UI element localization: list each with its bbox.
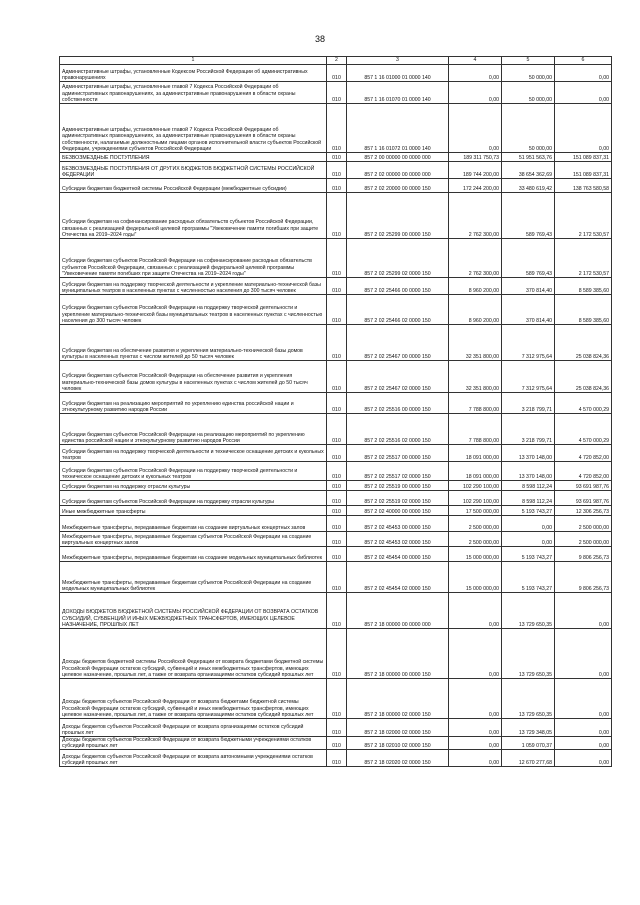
row-value-remaining: 25 038 824,36 <box>555 361 612 393</box>
table-row <box>60 445 612 462</box>
row-value-executed: 50 000,00 <box>502 82 555 104</box>
row-line-code: 010 <box>327 593 347 629</box>
row-value-remaining: 0,00 <box>555 593 612 629</box>
row-name: Доходы бюджетов субъектов Российской Федерации от возврата бюджетными учреждениями остатков субсидий прошлых лет <box>60 737 327 750</box>
row-value-executed: 7 312 975,64 <box>502 361 555 393</box>
table-header-row <box>60 57 612 65</box>
row-value-remaining: 0,00 <box>555 629 612 679</box>
row-value-remaining: 2 500 000,00 <box>555 516 612 532</box>
row-name: Доходы бюджетов субъектов Российской Федерации от возврата организациями остатков субсидий прошлых лет <box>60 719 327 737</box>
row-value-executed: 5 193 743,27 <box>502 547 555 562</box>
row-value-planned: 18 091 000,00 <box>449 462 502 481</box>
row-name: Субсидии бюджетам на обеспечение развития и укрепления материально-технической базы домов культуры в населенных пунктах с числом жителей до 50 тысяч человек <box>60 325 327 361</box>
row-line-code: 010 <box>327 295 347 325</box>
row-line-code: 010 <box>327 562 347 593</box>
row-value-planned: 0,00 <box>449 679 502 719</box>
row-budget-code: 857 2 02 25466 00 0000 150 <box>347 278 449 295</box>
table-row <box>60 719 612 737</box>
row-value-executed: 13 729 348,05 <box>502 719 555 737</box>
row-value-remaining: 9 806 256,73 <box>555 562 612 593</box>
row-budget-code: 857 2 02 45453 00 0000 150 <box>347 516 449 532</box>
row-line-code: 010 <box>327 737 347 750</box>
table-row <box>60 153 612 162</box>
row-line-code: 010 <box>327 481 347 491</box>
row-name: Административные штрафы, установленные Кодексом Российской Федерации об административных правонарушениях <box>60 65 327 82</box>
row-budget-code: 857 1 16 01070 01 0000 140 <box>347 82 449 104</box>
row-name: Иные межбюджетные трансферты <box>60 506 327 516</box>
table-row <box>60 361 612 393</box>
table-row <box>60 547 612 562</box>
row-value-planned: 8 960 200,00 <box>449 278 502 295</box>
row-value-remaining: 2 500 000,00 <box>555 532 612 547</box>
row-value-planned: 32 351 800,00 <box>449 361 502 393</box>
row-line-code: 010 <box>327 462 347 481</box>
table-row <box>60 414 612 445</box>
table-row <box>60 295 612 325</box>
row-value-planned: 102 290 100,00 <box>449 481 502 491</box>
row-value-planned: 189 744 200,00 <box>449 162 502 179</box>
row-name: Субсидии бюджетам субъектов Российской Федерации на поддержку творческой деятельности и техническое оснащение детских и кукольных театров <box>60 462 327 481</box>
row-budget-code: 857 2 02 20000 00 0000 150 <box>347 179 449 193</box>
row-name: Административные штрафы, установленные главой 7 Кодекса Российской Федерации об административных правонарушениях, за административные правонарушения в области охраны собственности <box>60 82 327 104</box>
row-budget-code: 857 2 02 45453 02 0000 150 <box>347 532 449 547</box>
row-value-executed: 13 729 650,35 <box>502 679 555 719</box>
row-value-executed: 5 193 743,27 <box>502 562 555 593</box>
row-value-planned: 172 244 200,00 <box>449 179 502 193</box>
row-name: Субсидии бюджетам на софинансирование расходных обязательств субъектов Российской Федерации, связанных с реализацией федеральной целевой программы "Увековечение памяти погибших при защите Отечества на 2019–2024 годы" <box>60 193 327 239</box>
row-line-code: 010 <box>327 179 347 193</box>
table-row <box>60 239 612 278</box>
row-value-planned: 0,00 <box>449 750 502 767</box>
row-value-remaining: 0,00 <box>555 82 612 104</box>
row-budget-code: 857 2 02 00000 00 0000 000 <box>347 162 449 179</box>
row-line-code: 010 <box>327 393 347 414</box>
row-value-executed: 38 654 362,69 <box>502 162 555 179</box>
row-name: БЕЗВОЗМЕЗДНЫЕ ПОСТУПЛЕНИЯ <box>60 153 327 162</box>
row-name: Доходы бюджетов субъектов Российской Федерации от возврата бюджетами бюджетной системы Российской Федерации остатков субсидий, субвенций и иных межбюджетных трансфертов, имеющих целевое назначение, прошлых лет, а также от возврата организациями остатков субсидий прошлых лет <box>60 679 327 719</box>
row-value-executed: 50 000,00 <box>502 104 555 153</box>
column-header: 6 <box>555 57 612 65</box>
row-line-code: 010 <box>327 82 347 104</box>
row-value-remaining: 4 720 852,00 <box>555 445 612 462</box>
table-row <box>60 737 612 750</box>
row-name: Межбюджетные трансферты, передаваемые бюджетам субъектов Российской Федерации на создание модельных муниципальных библиотек <box>60 562 327 593</box>
row-value-planned: 2 762 300,00 <box>449 239 502 278</box>
row-value-planned: 2 500 000,00 <box>449 516 502 532</box>
table-row <box>60 325 612 361</box>
table-row <box>60 491 612 506</box>
row-value-executed: 0,00 <box>502 532 555 547</box>
row-name: Административные штрафы, установленные главой 7 Кодекса Российской Федерации об административных правонарушениях, за административные правонарушения в области охраны собственности, налагаемые должностными лицами органов исполнительной власти субъектов Российской Федерации, учреждениями субъектов Российской Федерации <box>60 104 327 153</box>
table-row <box>60 532 612 547</box>
table-row <box>60 516 612 532</box>
row-value-executed: 13 370 148,00 <box>502 445 555 462</box>
row-value-executed: 1 059 070,37 <box>502 737 555 750</box>
row-value-executed: 12 670 277,68 <box>502 750 555 767</box>
row-value-executed: 370 814,40 <box>502 295 555 325</box>
row-value-executed: 8 598 112,24 <box>502 481 555 491</box>
row-name: Субсидии бюджетам на реализацию мероприятий по укреплению единства российской нации и этнокультурному развитию народов России <box>60 393 327 414</box>
row-value-remaining: 4 570 000,29 <box>555 393 612 414</box>
row-value-planned: 15 000 000,00 <box>449 562 502 593</box>
row-value-planned: 0,00 <box>449 737 502 750</box>
row-budget-code: 857 2 02 25467 02 0000 150 <box>347 361 449 393</box>
row-value-remaining: 0,00 <box>555 65 612 82</box>
row-line-code: 010 <box>327 506 347 516</box>
row-value-executed: 13 370 148,00 <box>502 462 555 481</box>
row-line-code: 010 <box>327 679 347 719</box>
row-value-planned: 7 788 800,00 <box>449 414 502 445</box>
row-value-planned: 0,00 <box>449 593 502 629</box>
column-header: 5 <box>502 57 555 65</box>
row-value-remaining: 0,00 <box>555 737 612 750</box>
row-name: Субсидии бюджетам субъектов Российской Федерации на обеспечение развития и укрепления материально-технической базы домов культуры в населенных пунктах с числом жителей до 50 тысяч человек <box>60 361 327 393</box>
row-budget-code: 857 2 02 25299 00 0000 150 <box>347 193 449 239</box>
row-name: Субсидии бюджетам субъектов Российской Федерации на поддержку творческой деятельности и укрепление материально-технической базы муниципальных театров в населенных пунктах с численностью населения до 300 тысяч человек <box>60 295 327 325</box>
row-budget-code: 857 2 18 02020 02 0000 150 <box>347 750 449 767</box>
row-budget-code: 857 2 00 00000 00 0000 000 <box>347 153 449 162</box>
row-value-remaining: 0,00 <box>555 719 612 737</box>
row-budget-code: 857 2 18 00000 02 0000 150 <box>347 679 449 719</box>
table-body <box>60 65 612 767</box>
row-name: Субсидии бюджетам на поддержку творческой деятельности и техническое оснащение детских и кукольных театров <box>60 445 327 462</box>
row-value-planned: 0,00 <box>449 82 502 104</box>
row-line-code: 010 <box>327 104 347 153</box>
row-value-planned: 2 500 000,00 <box>449 532 502 547</box>
row-budget-code: 857 2 02 25516 00 0000 150 <box>347 393 449 414</box>
row-name: Субсидии бюджетам субъектов Российской Федерации на поддержку отрасли культуры <box>60 491 327 506</box>
table-row <box>60 562 612 593</box>
table-row <box>60 278 612 295</box>
budget-table <box>59 56 612 767</box>
row-value-remaining: 9 806 256,73 <box>555 547 612 562</box>
row-value-remaining: 8 589 385,60 <box>555 295 612 325</box>
row-budget-code: 857 2 02 25519 02 0000 150 <box>347 491 449 506</box>
row-line-code: 010 <box>327 491 347 506</box>
row-line-code: 010 <box>327 65 347 82</box>
row-budget-code: 857 2 18 00000 00 0000 000 <box>347 593 449 629</box>
row-value-executed: 0,00 <box>502 516 555 532</box>
row-value-planned: 15 000 000,00 <box>449 547 502 562</box>
row-value-executed: 13 729 650,35 <box>502 629 555 679</box>
row-line-code: 010 <box>327 278 347 295</box>
row-budget-code: 857 2 02 25299 02 0000 150 <box>347 239 449 278</box>
column-header: 1 <box>60 57 327 65</box>
table-row <box>60 593 612 629</box>
row-line-code: 010 <box>327 325 347 361</box>
row-value-remaining: 4 570 000,29 <box>555 414 612 445</box>
row-value-planned: 32 351 800,00 <box>449 325 502 361</box>
row-value-executed: 370 814,40 <box>502 278 555 295</box>
row-value-planned: 102 290 100,00 <box>449 491 502 506</box>
row-budget-code: 857 2 02 25517 00 0000 150 <box>347 445 449 462</box>
row-line-code: 010 <box>327 629 347 679</box>
row-value-planned: 0,00 <box>449 629 502 679</box>
row-value-planned: 7 788 800,00 <box>449 393 502 414</box>
row-value-executed: 589 769,43 <box>502 239 555 278</box>
row-budget-code: 857 2 18 00000 00 0000 150 <box>347 629 449 679</box>
row-value-planned: 17 500 000,00 <box>449 506 502 516</box>
row-value-planned: 0,00 <box>449 104 502 153</box>
table-row <box>60 193 612 239</box>
row-name: Межбюджетные трансферты, передаваемые бюджетам субъектов Российской Федерации на создание виртуальных концертных залов <box>60 532 327 547</box>
row-value-remaining: 25 038 824,36 <box>555 325 612 361</box>
row-value-executed: 589 769,43 <box>502 193 555 239</box>
row-value-remaining: 138 763 580,58 <box>555 179 612 193</box>
row-line-code: 010 <box>327 532 347 547</box>
table-row <box>60 462 612 481</box>
row-value-remaining: 0,00 <box>555 750 612 767</box>
row-value-planned: 0,00 <box>449 65 502 82</box>
row-line-code: 010 <box>327 153 347 162</box>
row-value-planned: 18 091 000,00 <box>449 445 502 462</box>
row-line-code: 010 <box>327 445 347 462</box>
row-value-remaining: 0,00 <box>555 679 612 719</box>
table-row <box>60 104 612 153</box>
table-row <box>60 506 612 516</box>
row-value-executed: 13 729 650,35 <box>502 593 555 629</box>
row-line-code: 010 <box>327 414 347 445</box>
page-number: 38 <box>314 34 325 44</box>
row-line-code: 010 <box>327 516 347 532</box>
row-line-code: 010 <box>327 750 347 767</box>
row-budget-code: 857 1 16 01000 01 0000 140 <box>347 65 449 82</box>
row-value-remaining: 151 089 837,31 <box>555 162 612 179</box>
table-row <box>60 393 612 414</box>
row-name: Доходы бюджетов субъектов Российской Федерации от возврата автономными учреждениями остатков субсидий прошлых лет <box>60 750 327 767</box>
table-row <box>60 750 612 767</box>
row-value-executed: 50 000,00 <box>502 65 555 82</box>
row-value-remaining: 93 691 987,76 <box>555 481 612 491</box>
row-value-planned: 2 762 300,00 <box>449 193 502 239</box>
row-line-code: 010 <box>327 239 347 278</box>
row-value-executed: 5 193 743,27 <box>502 506 555 516</box>
row-value-planned: 189 311 750,73 <box>449 153 502 162</box>
row-name: Субсидии бюджетам субъектов Российской Федерации на реализацию мероприятий по укреплению единства российской нации и этнокультурному развитию народов России <box>60 414 327 445</box>
row-value-remaining: 2 172 530,57 <box>555 193 612 239</box>
row-name: Субсидии бюджетам на поддержку творческой деятельности и укрепление материально-технической базы муниципальных театров в населенных пунктах с численностью населения до 300 тысяч человек <box>60 278 327 295</box>
row-line-code: 010 <box>327 193 347 239</box>
row-budget-code: 857 2 02 25467 00 0000 150 <box>347 325 449 361</box>
row-value-remaining: 0,00 <box>555 104 612 153</box>
row-name: Субсидии бюджетам субъектов Российской Федерации на софинансирование расходных обязательств субъектов Российской Федерации, связанных с реализацией федеральной целевой программы "Увековечение памяти погибших при защите Отечества на 2019–2024 годы" <box>60 239 327 278</box>
row-budget-code: 857 2 02 25516 02 0000 150 <box>347 414 449 445</box>
table-row <box>60 82 612 104</box>
row-value-executed: 33 480 619,42 <box>502 179 555 193</box>
table-row <box>60 179 612 193</box>
row-value-remaining: 2 172 530,57 <box>555 239 612 278</box>
column-header: 4 <box>449 57 502 65</box>
row-budget-code: 857 2 02 25517 02 0000 150 <box>347 462 449 481</box>
table-row <box>60 679 612 719</box>
row-budget-code: 857 2 18 02000 02 0000 150 <box>347 719 449 737</box>
row-budget-code: 857 2 02 40000 00 0000 150 <box>347 506 449 516</box>
row-name: Субсидии бюджетам на поддержку отрасли культуры <box>60 481 327 491</box>
row-budget-code: 857 2 02 25466 02 0000 150 <box>347 295 449 325</box>
table-row <box>60 162 612 179</box>
row-line-code: 010 <box>327 547 347 562</box>
row-name: Межбюджетные трансферты, передаваемые бюджетам на создание модельных муниципальных библиотек <box>60 547 327 562</box>
row-value-executed: 3 218 799,71 <box>502 393 555 414</box>
row-line-code: 010 <box>327 361 347 393</box>
row-value-remaining: 151 089 837,31 <box>555 153 612 162</box>
row-value-remaining: 93 691 987,76 <box>555 491 612 506</box>
row-value-planned: 0,00 <box>449 719 502 737</box>
column-header: 3 <box>347 57 449 65</box>
row-name: Межбюджетные трансферты, передаваемые бюджетам на создание виртуальных концертных залов <box>60 516 327 532</box>
table-row <box>60 65 612 82</box>
row-value-executed: 8 598 112,24 <box>502 491 555 506</box>
row-name: ДОХОДЫ БЮДЖЕТОВ БЮДЖЕТНОЙ СИСТЕМЫ РОССИЙСКОЙ ФЕДЕРАЦИИ ОТ ВОЗВРАТА ОСТАТКОВ СУБСИДИЙ, СУБВЕНЦИЙ И ИНЫХ МЕЖБЮДЖЕТНЫХ ТРАНСФЕРТОВ, ИМЕЮЩИХ ЦЕЛЕВОЕ НАЗНАЧЕНИЕ, ПРОШЛЫХ ЛЕТ <box>60 593 327 629</box>
row-line-code: 010 <box>327 719 347 737</box>
table-row <box>60 629 612 679</box>
row-value-executed: 3 218 799,71 <box>502 414 555 445</box>
row-value-planned: 8 960 200,00 <box>449 295 502 325</box>
row-budget-code: 857 1 16 01072 01 0000 140 <box>347 104 449 153</box>
table-row <box>60 481 612 491</box>
row-name: БЕЗВОЗМЕЗДНЫЕ ПОСТУПЛЕНИЯ ОТ ДРУГИХ БЮДЖЕТОВ БЮДЖЕТНОЙ СИСТЕМЫ РОССИЙСКОЙ ФЕДЕРАЦИИ <box>60 162 327 179</box>
row-budget-code: 857 2 02 45454 00 0000 150 <box>347 547 449 562</box>
row-value-remaining: 4 720 852,00 <box>555 462 612 481</box>
row-line-code: 010 <box>327 162 347 179</box>
row-budget-code: 857 2 02 45454 02 0000 150 <box>347 562 449 593</box>
row-name: Доходы бюджетов бюджетной системы Российской Федерации от возврата бюджетами бюджетной системы Российской Федерации остатков субсидий, субвенций и иных межбюджетных трансфертов, имеющих целевое назначение, прошлых лет, а также от возврата организациями остатков субсидий прошлых лет <box>60 629 327 679</box>
row-budget-code: 857 2 18 02010 02 0000 150 <box>347 737 449 750</box>
row-value-remaining: 8 589 385,60 <box>555 278 612 295</box>
row-value-remaining: 12 306 256,73 <box>555 506 612 516</box>
row-value-executed: 7 312 975,64 <box>502 325 555 361</box>
row-name: Субсидии бюджетам бюджетной системы Российской Федерации (межбюджетные субсидии) <box>60 179 327 193</box>
column-header: 2 <box>327 57 347 65</box>
row-value-executed: 51 951 563,76 <box>502 153 555 162</box>
row-budget-code: 857 2 02 25519 00 0000 150 <box>347 481 449 491</box>
